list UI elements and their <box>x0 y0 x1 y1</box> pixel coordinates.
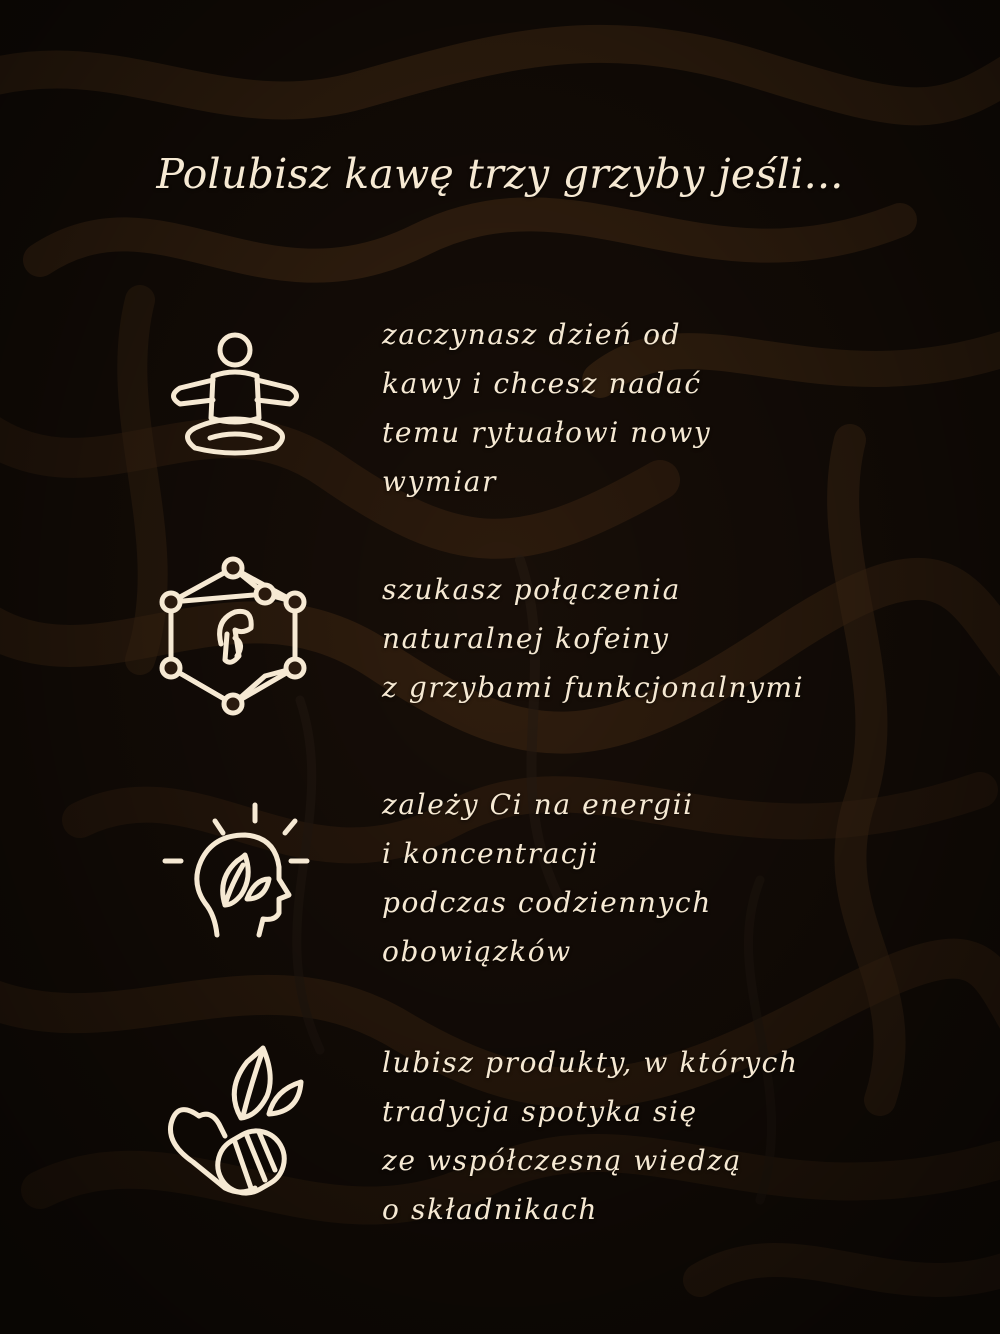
benefit-2-line-3: z grzybami funkcjonalnymi <box>382 671 805 704</box>
molecule-mushroom-icon <box>155 556 315 716</box>
head-leaf-idea-icon <box>155 795 315 955</box>
hand-capsule-leaf-icon <box>155 1040 315 1200</box>
benefit-1-line-1: zaczynasz dzień od <box>382 318 682 351</box>
benefit-2-line-2: naturalnej kofeiny <box>382 622 670 655</box>
benefit-1-line-2: kawy i chcesz nadać <box>382 367 702 400</box>
benefit-4-line-4: o składnikach <box>382 1193 598 1226</box>
benefit-4-line-3: ze współczesną wiedzą <box>382 1144 742 1177</box>
benefit-1-line-3: temu rytuałowi nowy <box>382 416 712 449</box>
benefit-3-line-3: podczas codziennych <box>382 886 712 919</box>
benefit-4-line-1: lubisz produkty, w których <box>382 1046 799 1079</box>
benefit-4-line-2: tradycja spotyka się <box>382 1095 698 1128</box>
meditation-icon <box>155 318 315 478</box>
benefit-1-line-4: wymiar <box>382 465 497 498</box>
benefit-3-line-2: i koncentracji <box>382 837 600 870</box>
page-title: Polubisz kawę trzy grzyby jeśli... <box>156 150 844 198</box>
benefit-3-line-1: zależy Ci na energii <box>382 788 694 821</box>
benefit-2-line-1: szukasz połączenia <box>382 573 681 606</box>
benefit-3-line-4: obowiązków <box>382 935 572 968</box>
